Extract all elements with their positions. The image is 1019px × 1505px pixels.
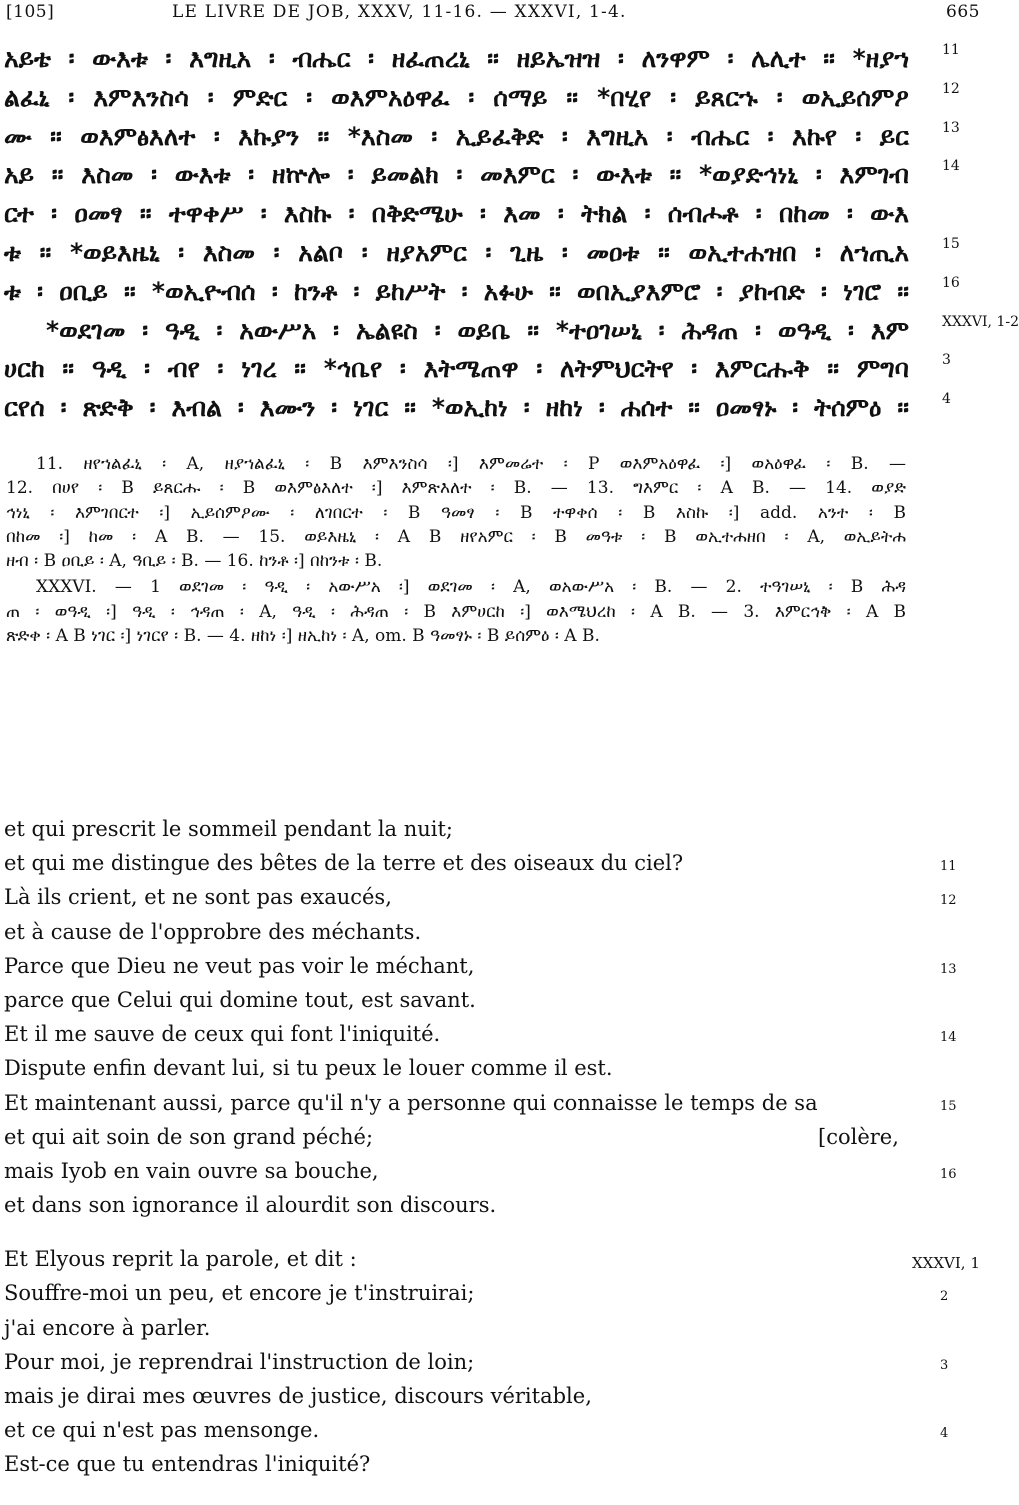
translation-text: et à cause de l'opprobre des méchants.: [4, 919, 422, 944]
translation-text: Parce que Dieu ne veut pas voir le méchant,: [4, 953, 475, 978]
translation-line: [4, 1120, 1000, 1154]
translation-text: et qui ait soin de son grand péché;: [4, 1124, 374, 1149]
translation-line: [4, 983, 1000, 1017]
verse-number: 14: [942, 158, 960, 175]
apparatus-line: በከመ ፡] ከመ ፡ A B. — 15. ወይእዜኒ ፡ A B ዘየአምር ፡ B መዓቱ ፡ B ወኢተሐዘበ ፡ A, ወኢይትሐ: [6, 526, 906, 547]
translation-text: Est-ce que tu entendras l'iniquité?: [4, 1452, 371, 1477]
apparatus-line: 11. ዘየኀልፈኒ ፡ A, ዘያኀልፈኒ ፡ B እምእንስሳ ፡] እምመሬተ ፡ P ወእምአዕዋፈ ፡] ወአዕዋፈ ፡ B. —: [36, 454, 906, 474]
translation-line: [4, 1188, 1000, 1222]
apparatus-line: ጠ ፡ ወዓዲ ፡] ዓዲ ፡ ኅዳጠ ፡ A, ዓዲ ፡ ሕዳጠ ፡ B እምሀርከ ፡] ወእሜህረከ ፡ A B. — 3. እምርኅቅ ፡ A B: [6, 601, 906, 622]
translation-line: [4, 1413, 1000, 1447]
geez-line-text: አይ ። እስመ ፡ ውእቱ ፡ ዘኵሎ ፡ ይመልክ ፡ መእምር ፡ ውእቱ ። *ወያድኅነኒ ፡ እምገብ: [4, 160, 909, 190]
translation-text: et ce qui n'est pas mensonge.: [4, 1418, 320, 1443]
verse-number: 4: [940, 1426, 949, 1442]
geez-line: [2, 389, 992, 428]
verse-number: 11: [940, 859, 957, 875]
translation-line: [4, 1379, 1000, 1413]
french-translation: [4, 812, 1000, 1482]
verse-number: 4: [942, 391, 951, 408]
running-header: [6, 0, 988, 26]
stanza-break: [4, 1222, 1000, 1242]
verse-number: XXXVI, 1: [912, 1254, 980, 1273]
translation-line: [4, 1154, 1000, 1188]
verse-number: 15: [940, 1098, 957, 1114]
translation-line: [4, 915, 1000, 949]
geez-line-text: ርየሰ ፡ ጽድቅ ፡ እብል ፡ እሙን ፡ ነገር ። *ወኢከነ ፡ ዘከነ ፡ ሐሰተ ። ዐመፃኑ ፡ ትሰምዕ ።: [4, 393, 909, 423]
geez-line-text: ሙ ። ወእምፅእለተ ፡ እኩያን ። *እስመ ፡ ኢይፈቅድ ፡ እግዚአ ፡ ብሔር ፡ እኩየ ፡ ይር: [4, 121, 909, 151]
geez-line-text: *ወደገመ ፡ ዓዲ ፡ አውሥአ ፡ ኤልዩስ ፡ ወይቤ ። *ተዐገሠኒ ፡ ሕዳጠ ፡ ወዓዲ ፡ እም: [46, 315, 909, 345]
geez-line-text: ልፈኒ ፡ እምእንስሳ ፡ ምድር ፡ ወእምአዕዋፈ ፡ ሰማይ ። *በሂየ ፡ ይጸርኁ ፡ ወኢይሰምዖ: [4, 82, 909, 112]
translation-line: [4, 880, 1000, 914]
verse-number: 12: [942, 80, 960, 97]
verse-number: XXXVI, 1-2: [942, 313, 1019, 330]
translation-text: Et Elyous reprit la parole, et dit :: [4, 1247, 357, 1272]
translation-line: [4, 1345, 1000, 1379]
translation-text: parce que Celui qui domine tout, est savant.: [4, 987, 476, 1012]
translation-line: [4, 812, 1000, 846]
translation-text: et qui me distingue des bêtes de la terre et des oiseaux du ciel?: [4, 851, 684, 876]
apparatus-line: ጽድቀ ፡ A B ነገር ፡] ነገርየ ፡ B. — 4. ዘከነ ፡] ዘኢከነ ፡ A, om. B ዓመፃኑ ፡ B ይሰምዕ ፡ A B.: [6, 626, 600, 647]
geez-line: [2, 350, 992, 389]
geez-line: [2, 273, 992, 312]
geez-line-text: ሀርከ ። ዓዲ ፡ ብየ ፡ ነገረ ። *ኅቤየ ፡ እትሜጠዋ ፡ ለትምህርትየ ፡ እምርሑቅ ። ምግባ: [4, 354, 909, 384]
geez-line: [2, 156, 992, 195]
translation-text: Dispute enfin devant lui, si tu peux le louer comme il est.: [4, 1056, 613, 1081]
running-title: LE LIVRE DE JOB, XXXV, 11-16. — XXXVI, 1-4.: [172, 2, 627, 22]
verse-number: 12: [940, 893, 957, 909]
page-number: 665: [946, 2, 980, 22]
translation-line: [4, 1086, 1000, 1120]
geez-line-text: ቱ ፡ ዐቢይ ። *ወኢዮብሰ ፡ ከንቶ ፡ ይከሥት ፡ አፉሁ ። ወበኢያእምሮ ፡ ያከብድ ፡ ነገሮ ።: [4, 276, 909, 306]
verse-number: 3: [940, 1357, 949, 1373]
translation-line: [4, 1276, 1000, 1310]
translation-line: [4, 1447, 1000, 1481]
geez-line: [2, 118, 992, 157]
translation-text: Là ils crient, et ne sont pas exaucés,: [4, 885, 392, 910]
translation-text: Souffre-moi un peu, et encore je t'instruirai;: [4, 1281, 475, 1306]
geez-line: [2, 195, 992, 234]
apparatus-line: ዘብ ፡ B ዐቢይ ፡ A, ዓቢይ ፡ B. — 16. ከንቶ ፡] በከንቱ ፡ B.: [6, 551, 383, 572]
translation-line: [4, 1017, 1000, 1051]
verse-number: 16: [940, 1166, 957, 1182]
translation-text: mais je dirai mes œuvres de justice, discours véritable,: [4, 1384, 592, 1408]
translation-line: [4, 1311, 1000, 1345]
geez-line: [2, 234, 992, 273]
verse-number: 2: [940, 1289, 949, 1305]
translation-line: [4, 1051, 1000, 1085]
translation-text: Et il me sauve de ceux qui font l'iniquité.: [4, 1022, 441, 1047]
translation-text: et qui prescrit le sommeil pendant la nuit;: [4, 817, 454, 841]
translation-line: [4, 846, 1000, 880]
translation-line: [4, 949, 1000, 983]
verse-number: 14: [940, 1030, 957, 1046]
verse-number: 3: [942, 352, 951, 369]
translation-text: mais Iyob en vain ouvre sa bouche,: [4, 1158, 379, 1183]
translation-text: Pour moi, je reprendrai l'instruction de loin;: [4, 1349, 475, 1374]
geez-text-block: [2, 40, 1019, 428]
translation-text: et dans son ignorance il alourdit son discours.: [4, 1193, 497, 1218]
geez-line: [2, 312, 1019, 351]
verse-number: 15: [942, 235, 960, 252]
verse-number: 13: [942, 119, 960, 136]
apparatus-line: ኅነኒ ፡ እምገበርተ ፡] ኢይሰምዖሙ ፡ ለገበርተ ፡ B ዓመፃ ፡ B ተዋቀሰ ፡ B እስኩ ፡] add. አንተ ፡ B: [6, 502, 906, 523]
geez-line-text: ርተ ፡ ዐመፃ ። ተዋቀሥ ፡ እስኩ ፡ በቅድሜሁ ፡ እመ ፡ ትክል ፡ ሰብሖቶ ፡ በከመ ፡ ውእ: [4, 199, 909, 229]
page-reference: [105]: [6, 2, 55, 22]
geez-line: [2, 79, 992, 118]
geez-line: [2, 40, 992, 79]
translation-line: [4, 1242, 1000, 1276]
critical-apparatus: [6, 452, 906, 648]
apparatus-line: XXXVI. — 1 ወደገመ ፡ ዓዲ ፡ አውሥአ ፡] ወደገመ ፡ A, ወአውሥአ ፡ B. — 2. ተዓገሠኒ ፡ B ሕዳ: [36, 577, 906, 598]
verse-number: 16: [942, 274, 960, 291]
apparatus-line: 12. በሀየ ፡ B ይጸርሑ ፡ B ወእምፅእለተ ፡] እምጽእለተ ፡ B. — 13. ግእምር ፡ A B. — 14. ወያድ: [6, 478, 906, 499]
geez-line-text: ቱ ። *ወይእዜኒ ፡ እስመ ፡ አልቦ ፡ ዘያአምር ፡ ጊዜ ፡ መዐቱ ። ወኢተሐዝበ ፡ ለኀጢአ: [4, 237, 909, 267]
verse-number: 13: [940, 961, 957, 977]
translation-text: Et maintenant aussi, parce qu'il n'y a personne qui connaisse le temps de sa: [4, 1090, 818, 1115]
translation-text: j'ai encore à parler.: [4, 1315, 211, 1340]
geez-line-text: አይቴ ፡ ውእቱ ፡ እግዚአ ፡ ብሔር ፡ ዘፈጠረኒ ። ዘይኤዝዝ ፡ ለንዋም ፡ ሌሊተ ። *ዘያኀ: [4, 44, 909, 73]
carried-word: [colère,: [818, 1124, 899, 1149]
verse-number: 11: [942, 42, 960, 58]
